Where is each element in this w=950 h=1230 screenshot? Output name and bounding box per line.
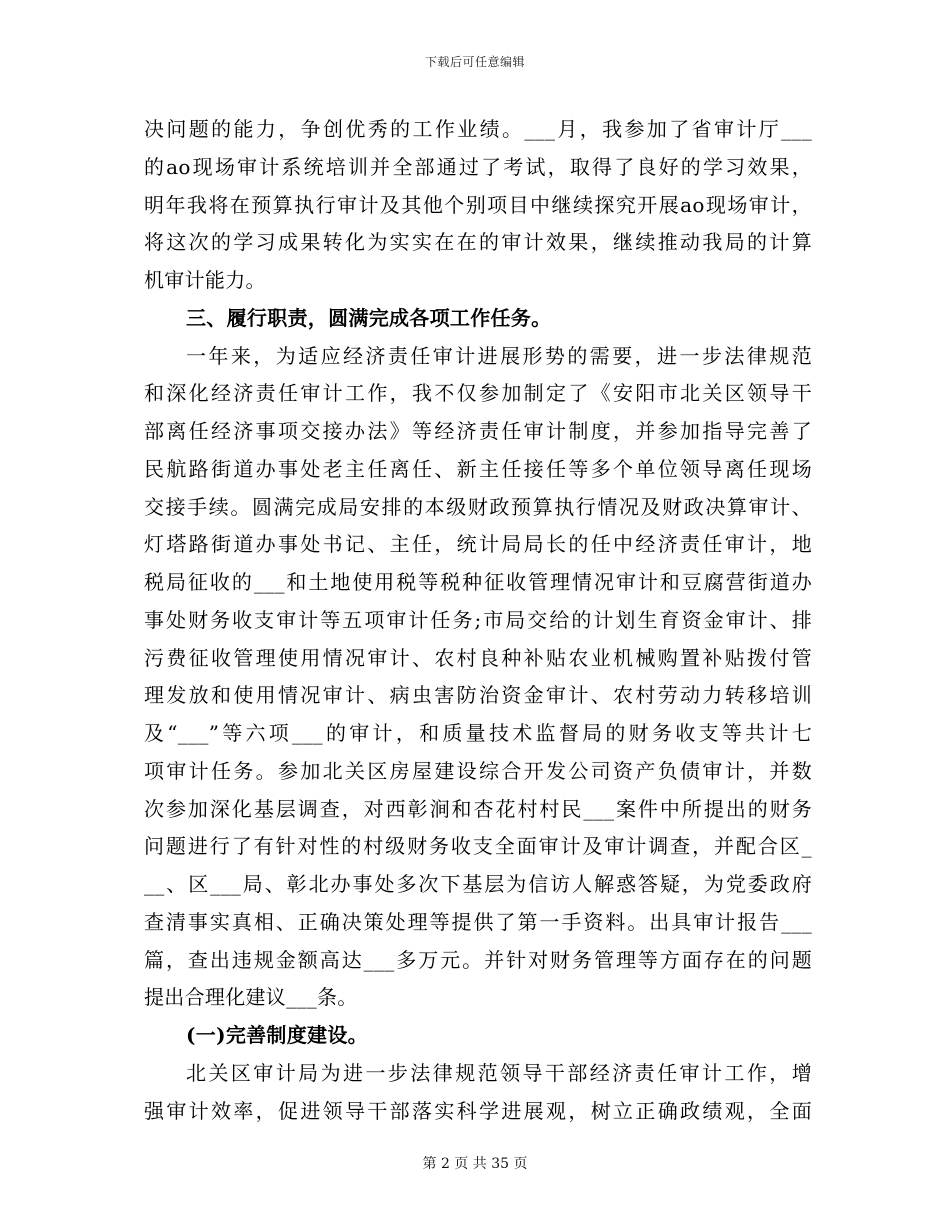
text-line: 及“___”等六项___的审计，和质量技术监督局的财务收支等共计七 bbox=[144, 721, 812, 745]
subsection-heading: (一)完善制度建设。 bbox=[186, 1023, 368, 1047]
text-line: 民航路街道办事处老主任离任、新主任接任等多个单位领导离任现场 bbox=[144, 456, 812, 481]
text-line: 次参加深化基层调查，对西彰涧和杏花村村民___案件中所提出的财务 bbox=[144, 796, 812, 821]
text-line: 灯塔路街道办事处书记、主任，统计局局长的任中经济责任审计，地 bbox=[144, 532, 812, 557]
text-line: 交接手续。圆满完成局安排的本级财政预算执行情况及财政决算审计、 bbox=[144, 494, 812, 519]
text-line: 北关区审计局为进一步法律规范领导干部经济责任审计工作，增 bbox=[186, 1060, 812, 1085]
text-line: 部离任经济事项交接办法》等经济责任审计制度，并参加指导完善了 bbox=[144, 419, 812, 443]
text-line: 和深化经济责任审计工作，我不仅参加制定了《安阳市北关区领导干 bbox=[144, 381, 812, 406]
section-heading: 三、履行职责，圆满完成各项工作任务。 bbox=[186, 305, 552, 330]
text-line: 事处财务收支审计等五项审计任务;市局交给的计划生育资金审计、排 bbox=[144, 607, 812, 632]
text-line: 问题进行了有针对性的村级财务收支全面审计及审计调查，并配合区_ bbox=[144, 834, 812, 859]
text-line: 明年我将在预算执行审计及其他个别项目中继续探究开展ao现场审计， bbox=[144, 192, 812, 217]
text-line: 理发放和使用情况审计、病虫害防治资金审计、农村劳动力转移培训 bbox=[144, 683, 812, 708]
page-header: 下载后可任意编辑 bbox=[424, 55, 525, 69]
text-line: 的ao现场审计系统培训并全部通过了考试，取得了良好的学习效果， bbox=[144, 154, 812, 179]
text-line: 查清事实真相、正确决策处理等提供了第一手资料。出具审计报告___ bbox=[144, 909, 812, 934]
document-body bbox=[144, 111, 812, 1130]
page-footer: 第 2 页 共 35 页 bbox=[422, 1156, 528, 1172]
text-line: 提出合理化建议___条。 bbox=[144, 985, 358, 1010]
text-line: 污费征收管理使用情况审计、农村良种补贴农业机械购置补贴拨付管 bbox=[144, 645, 812, 670]
text-line: 税局征收的___和土地使用税等税种征收管理情况审计和豆腐营街道办 bbox=[144, 570, 812, 594]
text-line: 机审计能力。 bbox=[144, 268, 266, 292]
text-line: 篇，查出违规金额高达___多万元。并针对财务管理等方面存在的问题 bbox=[144, 947, 812, 972]
text-line: 将这次的学习成果转化为实实在在的审计效果，继续推动我局的计算 bbox=[144, 230, 812, 255]
text-line: 强审计效率，促进领导干部落实科学进展观，树立正确政绩观，全面 bbox=[144, 1098, 812, 1123]
text-line: 项审计任务。参加北关区房屋建设综合开发公司资产负债审计，并数 bbox=[144, 758, 812, 783]
text-line: 一年来，为适应经济责任审计进展形势的需要，进一步法律规范 bbox=[186, 343, 812, 368]
text-line: __、区___局、彰北办事处多次下基层为信访人解惑答疑，为党委政府 bbox=[144, 872, 812, 896]
text-line: 决问题的能力，争创优秀的工作业绩。___月，我参加了省审计厅___ bbox=[144, 117, 812, 141]
